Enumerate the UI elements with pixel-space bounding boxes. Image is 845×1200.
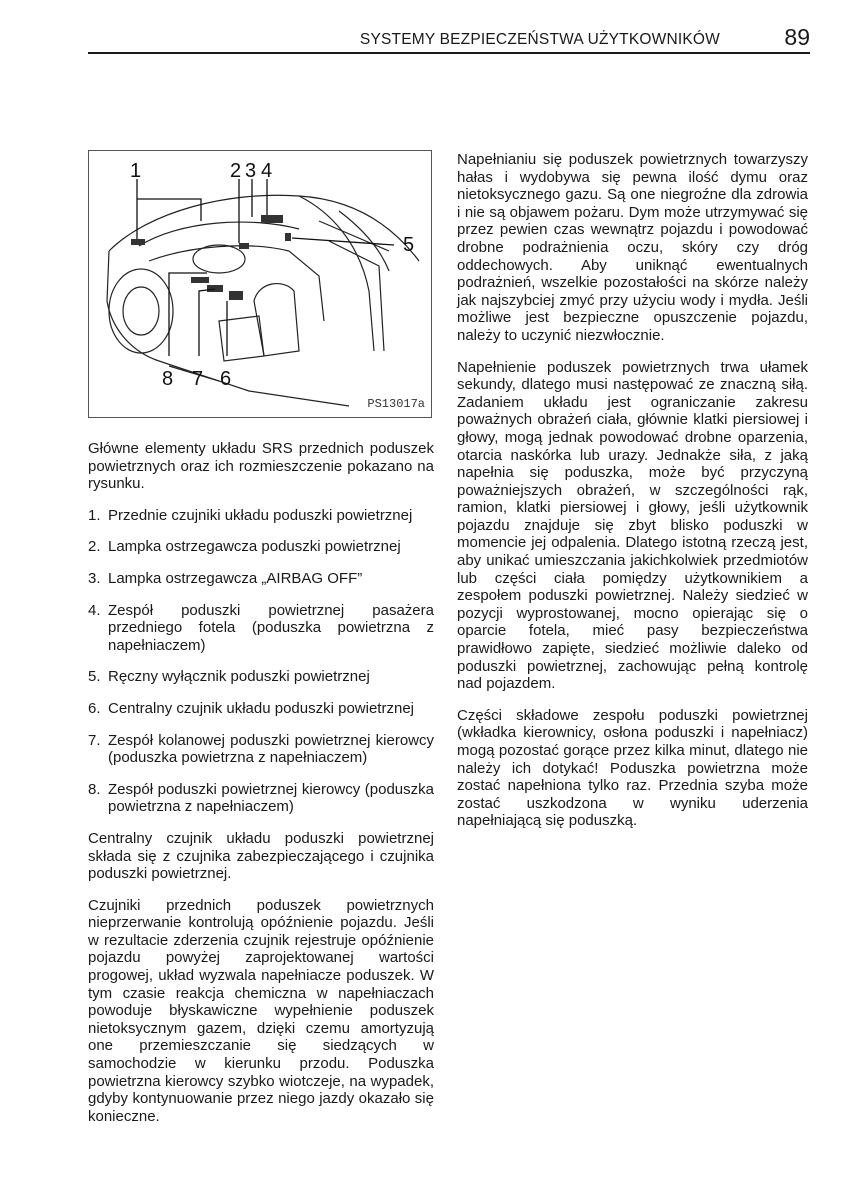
central-sensor-paragraph: Centralny czujnik układu poduszki powietrznej składa się z czujnika zabezpieczającego i czujnika poduszki powietrznej.	[88, 829, 434, 883]
callout-6: 6	[220, 368, 232, 390]
intro-paragraph: Główne elementy układu SRS przednich poduszek powietrznych oraz ich rozmieszczenie pokazano na rysunku.	[88, 440, 434, 493]
inflation-smoke-paragraph: Napełnianiu się poduszek powietrznych towarzyszy hałas i wydobywa się pewna ilość dymu oraz nietoksycznego gazu. Są one niegroźne dla zdrowia i nie są objawem pożaru. Dym może utrzymywać się przez pewien czas wewnątrz pojazdu i powodować drobne podrażnienia oczu, skóry czy dróg oddechowych. Aby uniknąć ewentualnych podrażnień, wszelkie pozostałości na skórze należy jak najszybciej zmyć przy użyciu wody i mydła. Jeśli możliwe jest bezpieczne opuszczenie pojazdu, należy to uczynić niezwłocznie.	[457, 151, 808, 344]
hot-components-paragraph: Części składowe zespołu poduszki powietrznej (wkładka kierownicy, osłona poduszki i napełniacz) mogą pozostać gorące przez kilka minut, dlatego nie należy ich dotykać! Poduszka powietrzna może zostać napełniona tylko raz. Przednia szyba może zostać uszkodzona w wyniku uderzenia napełniającą się poduszką.	[457, 706, 808, 830]
callout-7: 7	[192, 368, 204, 390]
callout-2: 2	[230, 160, 242, 182]
callout-5: 5	[403, 234, 415, 256]
right-column	[457, 151, 808, 844]
callout-4: 4	[261, 160, 273, 182]
list-item: 8. Zespół poduszki powietrznej kierowcy (poduszka powietrzna z napełniaczem)	[88, 780, 434, 816]
page-header	[88, 24, 810, 54]
left-column	[88, 440, 434, 1139]
header-rule	[88, 52, 810, 54]
components-list	[88, 507, 434, 816]
list-item: 3. Lampka ostrzegawcza „AIRBAG OFF”	[88, 569, 363, 587]
list-item: 6. Centralny czujnik układu poduszki powietrznej	[88, 699, 414, 717]
srs-diagram	[88, 150, 432, 418]
callout-3: 3	[245, 160, 257, 182]
section-title: SYSTEMY BEZPIECZEŃSTWA UŻYTKOWNIKÓW	[359, 31, 720, 48]
list-item: 7. Zespół kolanowej poduszki powietrznej kierowcy (poduszka powietrzna z napełniaczem)	[88, 731, 434, 767]
sensors-paragraph: Czujniki przednich poduszek powietrznych nieprzerwanie kontrolują opóźnienie pojazdu. Jeśli w rezultacie zderzenia czujnik rejestruje opóźnienie pojazdu powyżej zaprojektowanej wartości progowej, układ wyzwala napełniacze poduszek. W tym czasie reakcja chemiczna w napełniaczach powoduje błyskawiczne wypełnienie poduszek nietoksycznym gazem, dzięki czemu amortyzują one przemieszczanie się siedzących w samochodzie w kierunku przodu. Poduszka powietrzna kierowcy szybko wiotczeje, na wypadek, gdyby kontynuowanie przez niego jazdy okazało się konieczne.	[88, 896, 434, 1125]
car-interior-illustration	[89, 151, 431, 417]
callout-8: 8	[162, 368, 174, 390]
callout-1: 1	[130, 160, 142, 182]
figure-code: PS13017a	[367, 397, 425, 411]
list-item: 4. Zespół poduszki powietrznej pasażera przedniego fotela (poduszka powietrzna z napełniaczem)	[88, 601, 434, 654]
page-number: 89	[784, 24, 810, 50]
list-item: 5. Ręczny wyłącznik poduszki powietrznej	[88, 668, 370, 686]
list-item: 2. Lampka ostrzegawcza poduszki powietrznej	[88, 538, 401, 556]
inflation-force-paragraph: Napełnienie poduszek powietrznych trwa ułamek sekundy, dlatego musi następować ze znaczną siłą. Zadaniem układu jest ograniczanie zakresu poważnych obrażeń ciała, głównie klatki piersiowej i głowy, mogą jednak powodować drobne oparzenia, otarcia naskórka lub urazy. Jednakże siła, z jaką napełnia się poduszka, może być przyczyną poważniejszych obrażeń, w szczególności rąk, ramion, klatki piersiowej i głowy, jeśli użytkownik pojazdu znajduje się zbyt blisko poduszki w momencie jej odpalenia. Dlatego istotną rzeczą jest, aby unikać umieszczania jakichkolwiek przedmiotów lub części ciała pomiędzy użytkownikiem a zespołem poduszki powietrznej. Należy siedzieć w pozycji wyprostowanej, mocno opierając się o oparcie fotela, mieć pasy bezpieczeństwa prawidłowo zapięte, siedzieć możliwie daleko od poduszki powietrznej, zachowując pełną kontrolę nad pojazdem.	[457, 358, 808, 693]
list-item: 1. Przednie czujniki układu poduszki powietrznej	[88, 506, 413, 524]
